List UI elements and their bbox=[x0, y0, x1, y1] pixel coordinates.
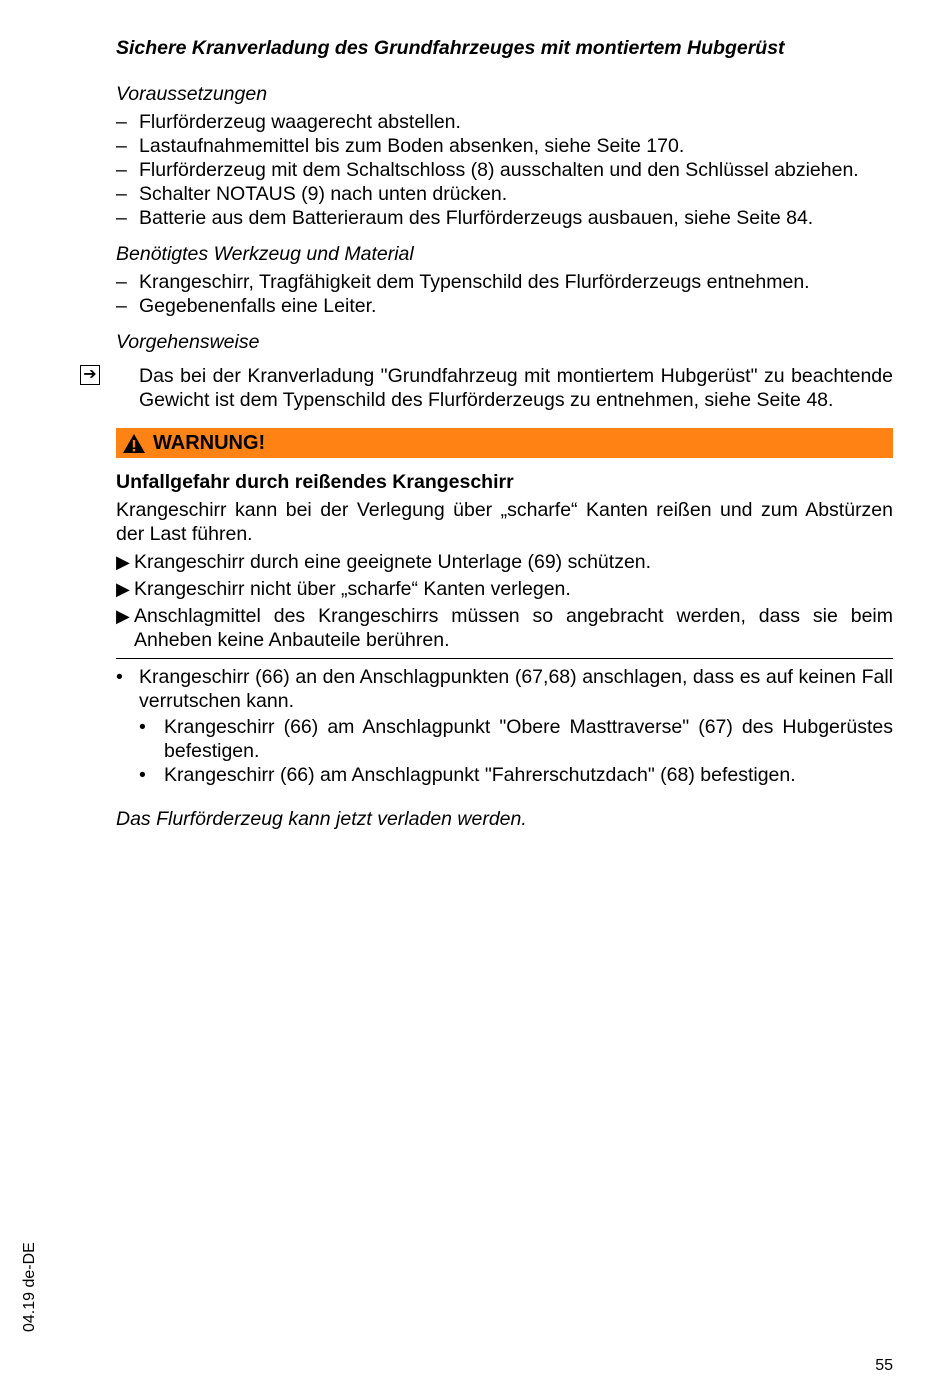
step-text: Krangeschirr (66) an den Anschlagpunkten (67,68) anschlagen, dass es auf keinen Fall verrutschen kann. bbox=[139, 666, 893, 712]
tools-heading: Benötigtes Werkzeug und Material bbox=[116, 243, 414, 265]
divider bbox=[116, 658, 893, 659]
warning-triangle-icon bbox=[119, 432, 149, 454]
procedure-note bbox=[83, 364, 893, 412]
procedure-heading: Vorgehensweise bbox=[116, 331, 260, 353]
warning-title: Unfallgefahr durch reißendes Krangeschirr bbox=[116, 471, 514, 493]
list-item: – Krangeschirr, Tragfähigkeit dem Typenschild des Flurförderzeugs entnehmen. bbox=[116, 270, 893, 294]
warning-action-text: Anschlagmittel des Krangeschirrs müssen so angebracht werden, dass sie beim Anheben keine Anbauteile berühren. bbox=[134, 605, 893, 651]
substeps-list bbox=[139, 715, 893, 787]
warning-action bbox=[116, 550, 893, 574]
page-content bbox=[83, 36, 893, 851]
section-title: Sichere Kranverladung des Grundfahrzeuges mit montiertem Hubgerüst bbox=[116, 37, 785, 59]
warning-action bbox=[116, 577, 893, 601]
list-item: – Flurförderzeug mit dem Schaltschloss (8) ausschalten und den Schlüssel abziehen. bbox=[116, 158, 893, 182]
steps-list bbox=[116, 665, 893, 787]
warning-action-text: Krangeschirr durch eine geeignete Unterlage (69) schützen. bbox=[134, 551, 652, 573]
list-item: – Lastaufnahmemittel bis zum Boden absenken, siehe Seite 170. bbox=[116, 134, 893, 158]
triangle-right-icon: ▶ bbox=[116, 552, 130, 572]
warning-banner bbox=[116, 428, 893, 458]
warning-text: Krangeschirr kann bei der Verlegung über „scharfe“ Kanten reißen und zum Abstürzen der Last führen. bbox=[116, 499, 893, 545]
substep-item: • Krangeschirr (66) am Anschlagpunkt "Obere Masttraverse" (67) des Hubgerüstes befestigen. bbox=[139, 715, 893, 763]
list-item: – Gegebenenfalls eine Leiter. bbox=[116, 294, 893, 318]
arrow-right-icon: ➔ bbox=[80, 365, 100, 385]
prerequisites-heading: Voraussetzungen bbox=[116, 83, 268, 105]
warning-label: WARNUNG! bbox=[153, 432, 266, 454]
substep-item: • Krangeschirr (66) am Anschlagpunkt "Fahrerschutzdach" (68) befestigen. bbox=[139, 763, 893, 787]
warning-action-text: Krangeschirr nicht über „scharfe“ Kanten verlegen. bbox=[134, 578, 571, 600]
tools-list bbox=[116, 270, 893, 318]
version-label: 04.19 de-DE bbox=[21, 1242, 38, 1332]
list-item: – Schalter NOTAUS (9) nach unten drücken. bbox=[116, 182, 893, 206]
list-item: – Batterie aus dem Batterieraum des Flurförderzeugs ausbauen, siehe Seite 84. bbox=[116, 206, 893, 230]
page-number: 55 bbox=[875, 1357, 893, 1374]
step-item bbox=[116, 665, 893, 787]
result-text: Das Flurförderzeug kann jetzt verladen werden. bbox=[116, 808, 527, 830]
prerequisites-list bbox=[116, 110, 893, 230]
triangle-right-icon: ▶ bbox=[116, 579, 130, 599]
triangle-right-icon: ▶ bbox=[116, 606, 130, 626]
warning-action bbox=[116, 604, 893, 652]
list-item: – Flurförderzeug waagerecht abstellen. bbox=[116, 110, 893, 134]
procedure-note-text: Das bei der Kranverladung "Grundfahrzeug mit montiertem Hubgerüst" zu beachtende Gewicht ist dem Typenschild des Flurförderzeugs zu entnehmen, siehe Seite 48. bbox=[139, 365, 893, 411]
